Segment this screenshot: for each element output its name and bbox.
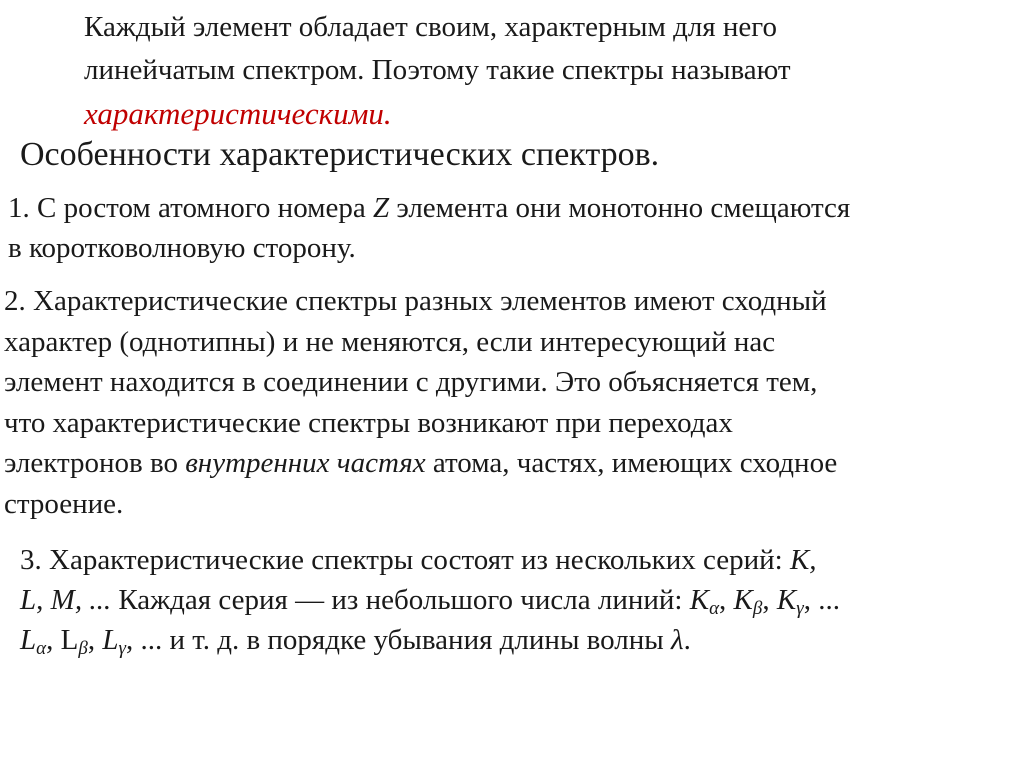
intro-line-2: линейчатым спектром. Поэтому такие спектры называют bbox=[84, 54, 791, 86]
inner-parts-emphasis: внутренних частях bbox=[185, 447, 426, 479]
sep-1: , bbox=[719, 584, 734, 616]
section-heading: Особенности характеристических спектров. bbox=[20, 136, 660, 173]
sep-3: , bbox=[46, 624, 61, 656]
point-3-text-a: 3. Характеристические спектры состоят из нескольких серий: bbox=[20, 544, 790, 576]
point-1-text-a: 1. С ростом атомного номера bbox=[8, 192, 373, 224]
lambda-symbol: λ bbox=[671, 624, 684, 656]
point-3-text-c: , ... и т. д. в порядке убывания длины волны bbox=[125, 624, 672, 656]
line-k-alpha: $K_\alpha$ bbox=[689, 584, 720, 619]
point-3 bbox=[20, 540, 1010, 660]
highlighted-term: характеристическими. bbox=[84, 96, 392, 131]
series-l: L bbox=[20, 584, 37, 616]
line-l-alpha: $L_\alpha$ bbox=[20, 624, 47, 659]
point-2-line-2: характер (однотипны) и не меняются, если интересующий нас bbox=[4, 325, 776, 358]
point-2-line-6: строение. bbox=[4, 487, 124, 520]
sep-4: , bbox=[87, 624, 103, 656]
sep-2: , bbox=[762, 584, 777, 616]
point-1 bbox=[8, 188, 1018, 268]
dots-1: , ... bbox=[74, 584, 119, 616]
line-k-gamma: $K_\gamma$ bbox=[776, 584, 804, 619]
point-2 bbox=[4, 281, 1019, 524]
intro-line-1: Каждый элемент обладает своим, характерным для него bbox=[84, 11, 777, 43]
line-l-gamma: $L_\gamma$ bbox=[102, 624, 126, 659]
line-l-beta: $L_\beta$ bbox=[60, 624, 88, 659]
series-k: К, bbox=[789, 544, 817, 576]
z-symbol: Z bbox=[373, 192, 390, 224]
point-3-text-b: Каждая серия — из небольшого числа линий: bbox=[118, 584, 690, 616]
point-2-line-3: элемент находится в соединении с другими. Это объясняется тем, bbox=[4, 366, 818, 398]
point-2-line-5b: атома, частях, имеющих сходное bbox=[425, 447, 838, 479]
dots-2: , ... bbox=[803, 584, 840, 616]
sep-comma-1: , bbox=[36, 584, 51, 616]
intro-paragraph bbox=[84, 6, 984, 137]
point-1-text-b: элемента они монотонно смещаются bbox=[389, 192, 851, 224]
point-2-line-5a: электронов во bbox=[4, 447, 186, 479]
point-2-line-1: 2. Характеристические спектры разных элементов имеют сходный bbox=[4, 285, 827, 317]
point-3-end: . bbox=[683, 624, 691, 656]
line-k-beta: $K_\beta$ bbox=[733, 584, 763, 619]
point-2-line-4: что характеристические спектры возникают при переходах bbox=[4, 406, 733, 439]
series-m: M bbox=[50, 584, 75, 616]
point-1-text-c: в коротковолновую сторону. bbox=[8, 232, 356, 264]
